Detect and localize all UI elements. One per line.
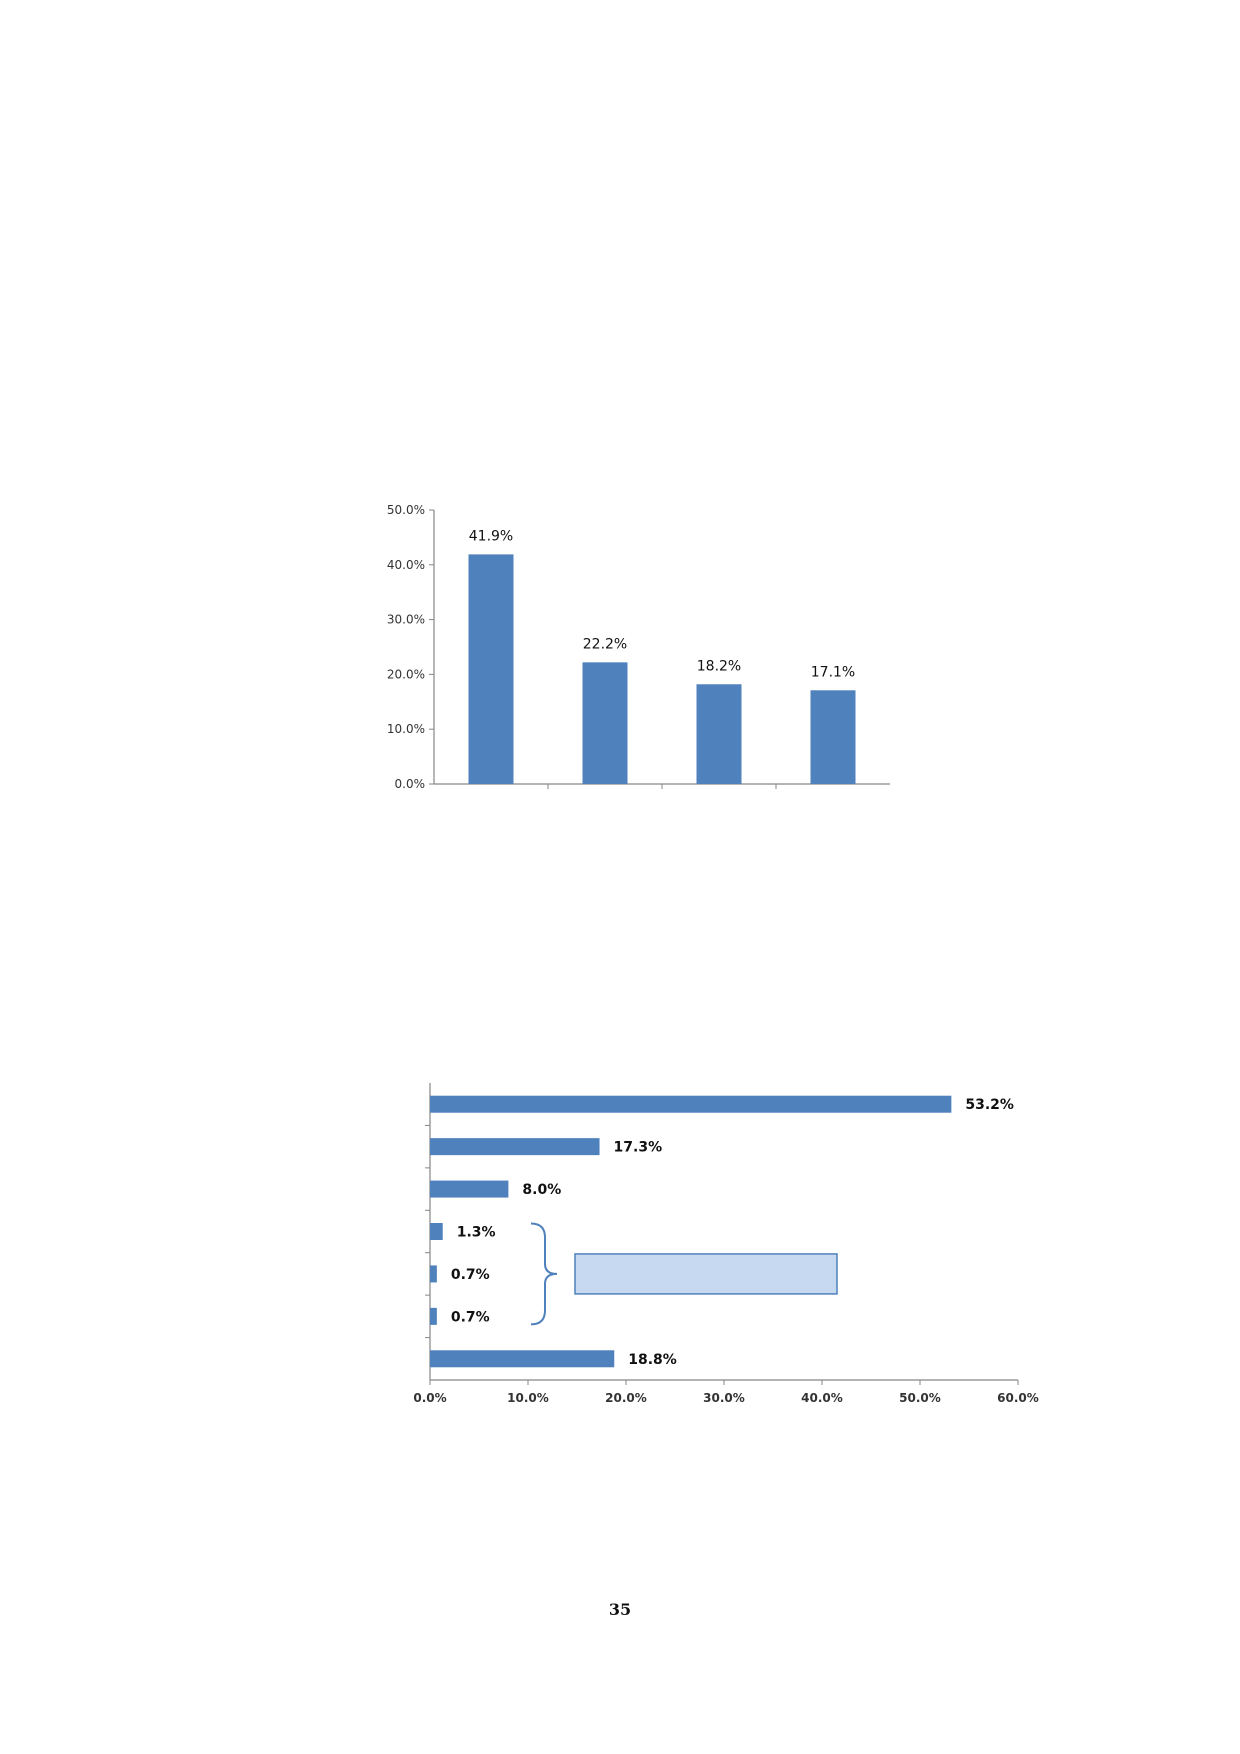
data-label: 22.2% bbox=[582, 636, 628, 653]
bar bbox=[430, 1181, 508, 1198]
data-label: 0.7% bbox=[450, 1266, 490, 1283]
y-tick-label: 30.0% bbox=[386, 612, 425, 627]
bar bbox=[430, 1223, 443, 1240]
x-tick-label: 50.0% bbox=[899, 1391, 941, 1405]
x-tick-label: 0.0% bbox=[413, 1391, 447, 1405]
y-tick-label: 40.0% bbox=[386, 557, 425, 572]
data-label: 18.2% bbox=[696, 658, 742, 675]
bar bbox=[697, 684, 742, 784]
data-label: 41.9% bbox=[468, 528, 514, 545]
x-tick-label: 40.0% bbox=[801, 1391, 843, 1405]
group-brace bbox=[531, 1224, 557, 1325]
chart-vertical-bar bbox=[370, 495, 910, 835]
bar bbox=[430, 1350, 614, 1367]
bar bbox=[811, 690, 856, 784]
x-tick-label: 20.0% bbox=[605, 1391, 647, 1405]
chart-horizontal-bar bbox=[230, 1070, 1070, 1430]
bar bbox=[430, 1308, 437, 1325]
data-label: 18.8% bbox=[628, 1351, 677, 1368]
data-label: 8.0% bbox=[522, 1182, 562, 1199]
x-tick-label: 10.0% bbox=[507, 1391, 549, 1405]
bar bbox=[430, 1138, 600, 1155]
data-label: 53.2% bbox=[965, 1097, 1014, 1114]
bar bbox=[430, 1265, 437, 1282]
x-tick-label: 60.0% bbox=[997, 1391, 1039, 1405]
data-label: 1.3% bbox=[456, 1224, 496, 1241]
data-label: 17.1% bbox=[810, 664, 856, 681]
y-tick-label: 0.0% bbox=[394, 777, 425, 791]
bar bbox=[583, 662, 628, 784]
y-tick-label: 10.0% bbox=[386, 722, 425, 737]
data-label: 17.3% bbox=[613, 1139, 663, 1156]
bar bbox=[430, 1096, 951, 1113]
data-label: 0.7% bbox=[450, 1309, 490, 1326]
bar bbox=[469, 554, 514, 784]
page-number: 35 bbox=[608, 1600, 632, 1619]
annotation-box bbox=[575, 1254, 837, 1294]
x-tick-label: 30.0% bbox=[703, 1391, 745, 1405]
y-tick-label: 20.0% bbox=[386, 667, 425, 682]
y-tick-label: 50.0% bbox=[386, 503, 425, 517]
